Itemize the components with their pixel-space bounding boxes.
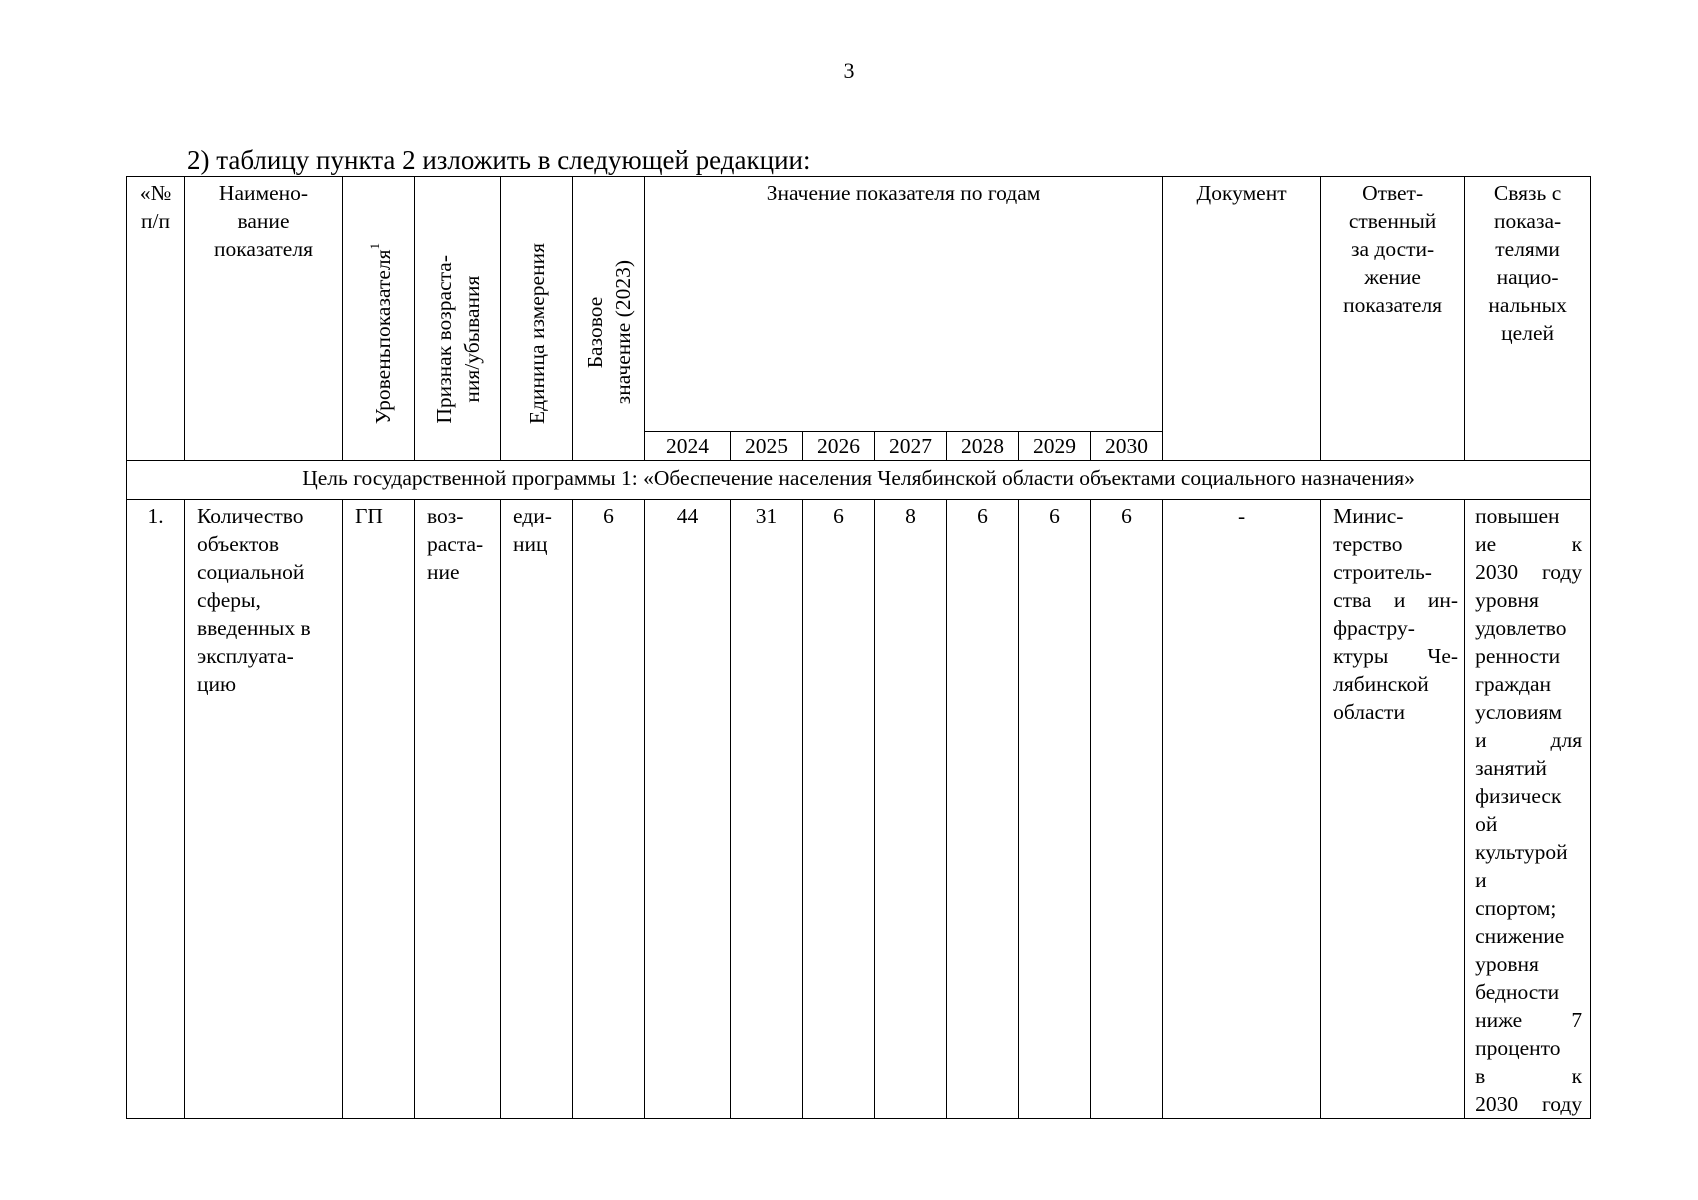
row-value-2025: 31 [731,500,803,1119]
row-document: - [1163,500,1321,1119]
year-header: 2027 [875,432,947,461]
row-num: 1. [127,500,185,1119]
header-unit: Единица измерения [501,177,573,461]
row-national-goals-link: повышен ие к 2030 году уровня удовлетво ренности граждан условиям и для занятий физическ ой культурой и спортом; снижение уровня бедности ниже 7 проценто в к 2030 году [1465,500,1591,1119]
header-document: Документ [1163,177,1321,461]
row-responsible: Минис- терство строитель- ства и ин- фрастру- ктуры Че- лябинской области [1321,500,1465,1119]
header-sign: Признак возраста- ния/убывания [415,177,501,461]
row-sign: воз- раста- ние [415,500,501,1119]
year-header: 2024 [645,432,731,461]
header-num: «№ п/п [127,177,185,461]
row-base-value: 6 [573,500,645,1119]
year-header: 2025 [731,432,803,461]
row-level: ГП [343,500,415,1119]
intro-text: 2) таблицу пункта 2 изложить в следующей редакции: [187,145,811,175]
row-value-2024: 44 [645,500,731,1119]
year-header: 2026 [803,432,875,461]
table-row [127,500,1591,1119]
row-value-2029: 6 [1019,500,1091,1119]
year-header: 2029 [1019,432,1091,461]
row-value-2027: 8 [875,500,947,1119]
row-value-2028: 6 [947,500,1019,1119]
goal-row: Цель государственной программы 1: «Обеспечение населения Челябинской области объектами социального назначения» [127,461,1591,500]
page-number: 3 [843,58,855,83]
header-values-by-year: Значение показателя по годам [645,177,1163,432]
row-value-2026: 6 [803,500,875,1119]
indicator-table [126,176,1591,1119]
row-value-2030: 6 [1091,500,1163,1119]
header-level: Уровеньпоказателя$^1$ [343,177,415,461]
header-national-goals-link: Связь с показа- телями нацио- нальных целей [1465,177,1591,461]
year-header: 2030 [1091,432,1163,461]
header-responsible: Ответ- ственный за дости- жение показателя [1321,177,1465,461]
header-base: Базовое значение (2023) [573,177,645,461]
year-header: 2028 [947,432,1019,461]
row-unit: еди- ниц [501,500,573,1119]
row-name: Количество объектов социальной сферы, введенных в эксплуата- цию [185,500,343,1119]
header-name: Наимено- вание показателя [185,177,343,461]
